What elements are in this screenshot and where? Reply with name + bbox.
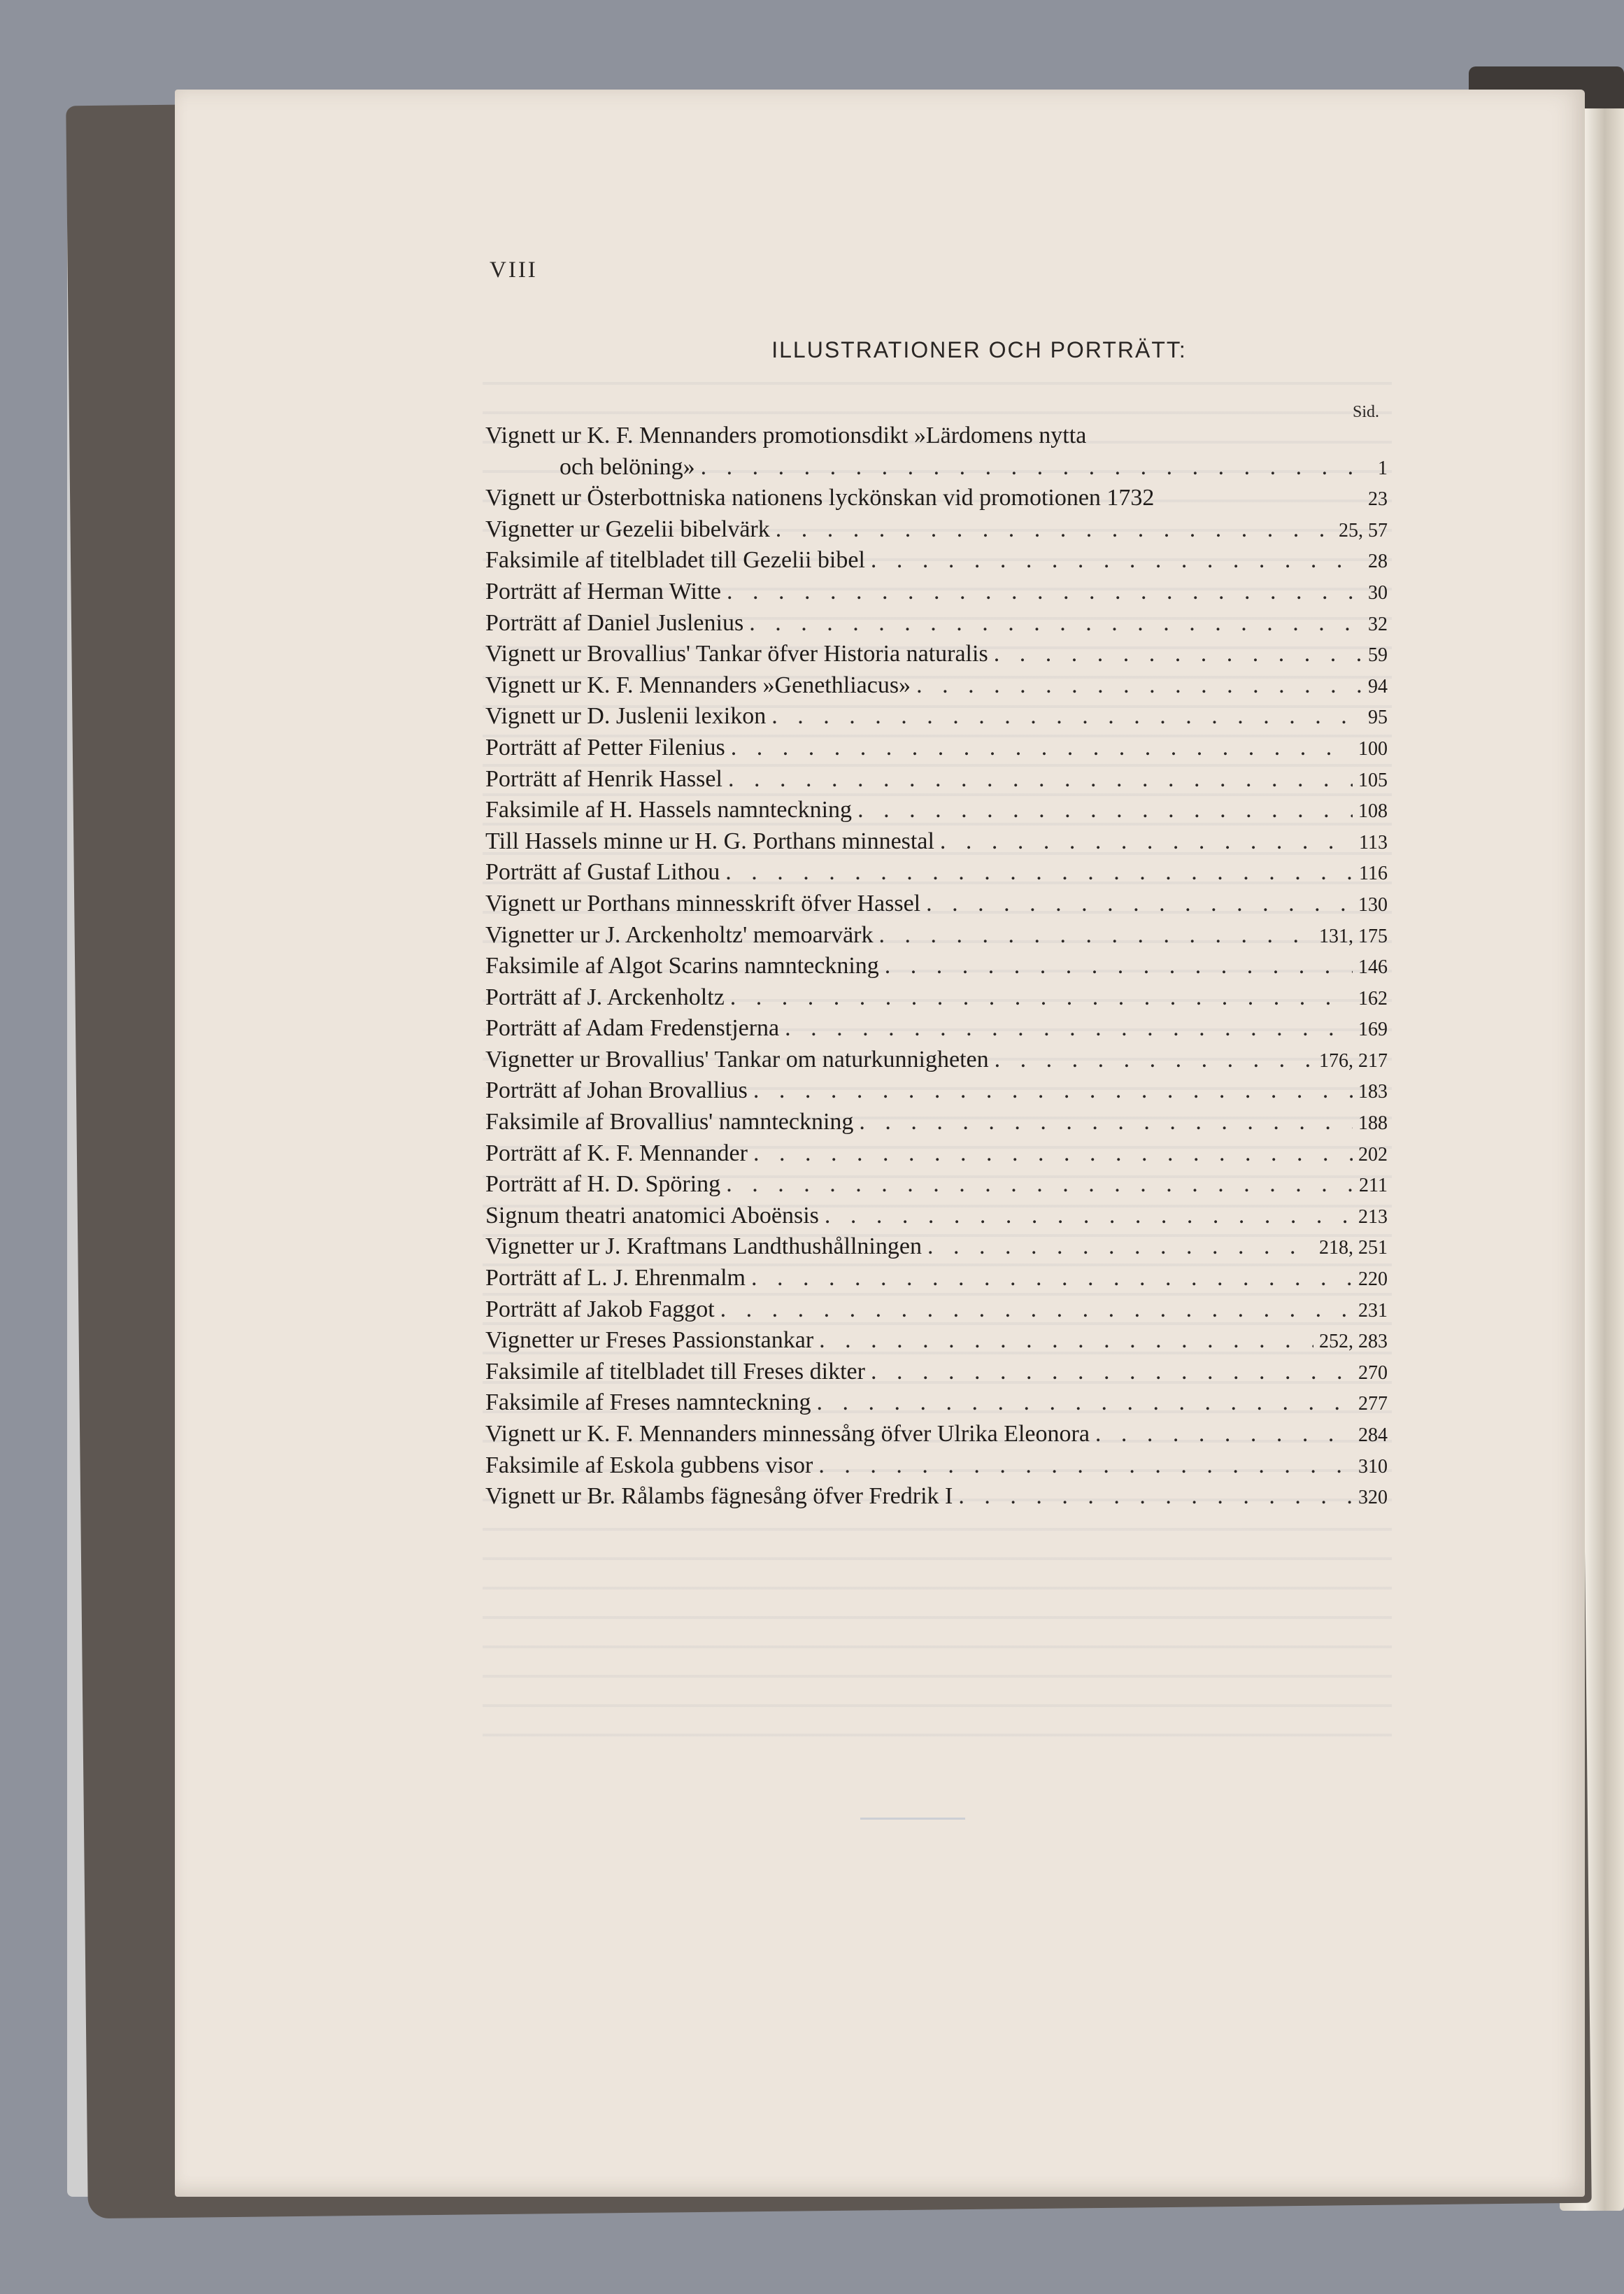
entry-title: Vignetter ur Freses Passionstankar — [485, 1327, 814, 1354]
entry-title: Vignett ur K. F. Mennanders »Genethliacus» — [485, 672, 911, 698]
list-item — [485, 641, 1388, 672]
leader-dots — [994, 641, 1362, 667]
entry-page: 202 — [1358, 1143, 1388, 1166]
entry-title: Porträtt af J. Arckenholtz — [485, 984, 725, 1010]
entry-page: 162 — [1358, 987, 1388, 1010]
entry-page: 1 — [1378, 457, 1388, 479]
entry-title: Porträtt af L. J. Ehrenmalm — [485, 1265, 746, 1291]
entry-page: 116 — [1359, 863, 1388, 885]
entry-title: Signum theatri anatomici Aboënsis — [485, 1202, 819, 1229]
illustration-list — [485, 423, 1388, 1515]
list-item — [485, 766, 1388, 798]
entry-page: 211 — [1359, 1175, 1388, 1197]
entry-page: 131, 175 — [1319, 925, 1388, 947]
entry-page: 32 — [1368, 613, 1388, 635]
entry-page: 95 — [1368, 707, 1388, 729]
entry-page: 25, 57 — [1339, 519, 1388, 541]
entry-page: 105 — [1358, 769, 1388, 791]
entry-page: 213 — [1358, 1205, 1388, 1228]
entry-title: Vignetter ur J. Kraftmans Landthushållningen — [485, 1233, 922, 1260]
entry-title: Faksimile af H. Hassels namnteckning — [485, 797, 853, 823]
leader-dots — [727, 579, 1362, 605]
list-item — [485, 1327, 1388, 1359]
entry-title: Porträtt af K. F. Mennander — [485, 1140, 748, 1166]
entry-page: 183 — [1358, 1081, 1388, 1103]
entry-title: Porträtt af Herman Witte — [485, 578, 721, 604]
entry-title: Faksimile af titelbladet till Freses dikter — [485, 1358, 865, 1385]
entry-title: Porträtt af Petter Filenius — [485, 734, 725, 760]
list-item — [485, 828, 1388, 860]
list-item — [485, 454, 1388, 486]
entry-title: Faksimile af Freses namnteckning — [485, 1389, 811, 1416]
entry-title: Faksimile af Brovallius' namnteckning — [485, 1109, 854, 1135]
list-item — [485, 735, 1388, 766]
entry-page: 218, 251 — [1319, 1237, 1388, 1259]
entry-title: Porträtt af Johan Brovallius — [485, 1077, 748, 1104]
show-through-rule — [860, 1818, 965, 1820]
entry-title: Porträtt af Jakob Faggot — [485, 1296, 715, 1322]
leader-dots — [701, 454, 1372, 481]
list-item — [485, 1359, 1388, 1390]
list-item — [485, 516, 1388, 548]
page-column-label: Sid. — [1353, 403, 1380, 421]
entry-page: 320 — [1358, 1487, 1388, 1509]
entry-page: 169 — [1358, 1019, 1388, 1041]
leader-dots — [871, 1359, 1353, 1385]
leader-dots — [871, 547, 1362, 574]
leader-dots — [819, 1327, 1313, 1354]
list-item — [485, 1265, 1388, 1296]
leader-dots — [825, 1203, 1353, 1229]
list-item — [485, 1171, 1388, 1203]
leader-dots — [940, 828, 1353, 855]
list-item — [485, 610, 1388, 642]
leader-dots — [817, 1389, 1353, 1416]
entry-page: 23 — [1368, 488, 1388, 511]
leader-dots — [857, 797, 1353, 823]
entry-title: Vignett ur D. Juslenii lexikon — [485, 703, 767, 730]
leader-dots — [749, 610, 1362, 637]
list-item — [485, 1296, 1388, 1328]
entry-page: 310 — [1358, 1455, 1388, 1478]
leader-dots — [776, 516, 1333, 543]
entry-page: 188 — [1358, 1112, 1388, 1135]
leader-dots — [785, 1015, 1353, 1042]
entry-title: Faksimile af Eskola gubbens visor — [485, 1452, 813, 1478]
entry-page: 108 — [1358, 800, 1388, 823]
list-item — [485, 1109, 1388, 1140]
section-heading: ILLUSTRATIONER OCH PORTRÄTT: — [771, 337, 1187, 362]
entry-page: 113 — [1359, 831, 1388, 854]
entry-title: Vignett ur K. F. Mennanders promotionsdikt »Lärdomens nytta — [485, 423, 1087, 448]
list-item — [485, 579, 1388, 610]
list-item — [485, 703, 1388, 735]
entry-title: Porträtt af Adam Fredenstjerna — [485, 1015, 780, 1042]
leader-dots — [730, 984, 1353, 1011]
entry-page: 30 — [1368, 581, 1388, 604]
list-item — [485, 891, 1388, 922]
entry-title: Faksimile af Algot Scarins namnteckning — [485, 953, 879, 979]
entry-page: 146 — [1358, 956, 1388, 979]
list-item — [485, 1452, 1388, 1484]
list-item — [485, 672, 1388, 704]
list-item — [485, 922, 1388, 954]
list-item — [485, 1015, 1388, 1047]
list-item — [485, 953, 1388, 984]
entry-title: Porträtt af Gustaf Lithou — [485, 859, 720, 886]
list-item — [485, 423, 1388, 454]
entry-title: Faksimile af titelbladet till Gezelii bibel — [485, 547, 865, 574]
list-item — [485, 1483, 1388, 1515]
leader-dots — [916, 672, 1362, 699]
entry-title: Vignett ur Brovallius' Tankar öfver Historia naturalis — [485, 641, 988, 667]
page-number: VIII — [490, 257, 538, 283]
leader-dots — [731, 735, 1353, 761]
leader-dots — [720, 1296, 1353, 1323]
list-item — [485, 1421, 1388, 1452]
entry-page: 28 — [1368, 551, 1388, 573]
list-item — [485, 859, 1388, 891]
entry-page: 270 — [1358, 1361, 1388, 1384]
entry-page: 100 — [1358, 737, 1388, 760]
list-item — [485, 984, 1388, 1016]
entry-title: Till Hassels minne ur H. G. Porthans minnestal — [485, 828, 934, 854]
leader-dots — [818, 1452, 1353, 1479]
list-item — [485, 1140, 1388, 1172]
leader-dots — [753, 1077, 1353, 1104]
list-item — [485, 1047, 1388, 1078]
entry-page: 94 — [1368, 675, 1388, 698]
entry-page: 59 — [1368, 644, 1388, 667]
entry-page: 220 — [1358, 1268, 1388, 1291]
leader-dots — [859, 1109, 1353, 1135]
entry-title: Vignett ur Br. Rålambs fägnesång öfver Fredrik I — [485, 1483, 953, 1510]
leader-dots — [771, 703, 1362, 730]
leader-dots — [927, 1233, 1313, 1260]
leader-dots — [1095, 1421, 1353, 1447]
list-item — [485, 1203, 1388, 1234]
list-item — [485, 797, 1388, 828]
entry-title: Porträtt af Daniel Juslenius — [485, 609, 744, 636]
leader-dots — [753, 1140, 1353, 1167]
entry-title: Vignett ur Porthans minnesskrift öfver Hassel — [485, 890, 921, 916]
leader-dots — [725, 859, 1353, 886]
entry-title: Porträtt af H. D. Spöring — [485, 1171, 721, 1198]
leader-dots — [751, 1265, 1353, 1291]
entry-title: Vignetter ur Gezelii bibelvärk — [485, 516, 770, 542]
list-item — [485, 1389, 1388, 1421]
leader-dots — [728, 766, 1353, 793]
entry-page: 176, 217 — [1319, 1049, 1388, 1072]
leader-dots — [995, 1047, 1313, 1073]
entry-title: och belöning» — [560, 453, 695, 480]
list-item — [485, 547, 1388, 579]
entry-title: Vignetter ur Brovallius' Tankar om naturkunnigheten — [485, 1046, 989, 1072]
leader-dots — [885, 953, 1353, 979]
leader-dots — [879, 922, 1313, 949]
leader-dots — [958, 1483, 1353, 1510]
list-item — [485, 1233, 1388, 1265]
entry-page: 130 — [1358, 893, 1388, 916]
entry-title: Porträtt af Henrik Hassel — [485, 765, 722, 792]
entry-page: 277 — [1358, 1393, 1388, 1415]
entry-page: 284 — [1358, 1424, 1388, 1446]
entry-title: Vignett ur K. F. Mennanders minnessång öfver Ulrika Eleonora — [485, 1421, 1090, 1447]
leader-dots — [926, 891, 1353, 917]
list-item — [485, 1077, 1388, 1109]
entry-page: 231 — [1358, 1299, 1388, 1322]
entry-page: 252, 283 — [1319, 1331, 1388, 1353]
list-item — [485, 485, 1388, 516]
entry-title: Vignett ur Österbottniska nationens lyckönskan vid promotionen 1732 — [485, 485, 1155, 511]
leader-dots — [726, 1171, 1353, 1198]
entry-title: Vignetter ur J. Arckenholtz' memoarvärk — [485, 921, 874, 948]
